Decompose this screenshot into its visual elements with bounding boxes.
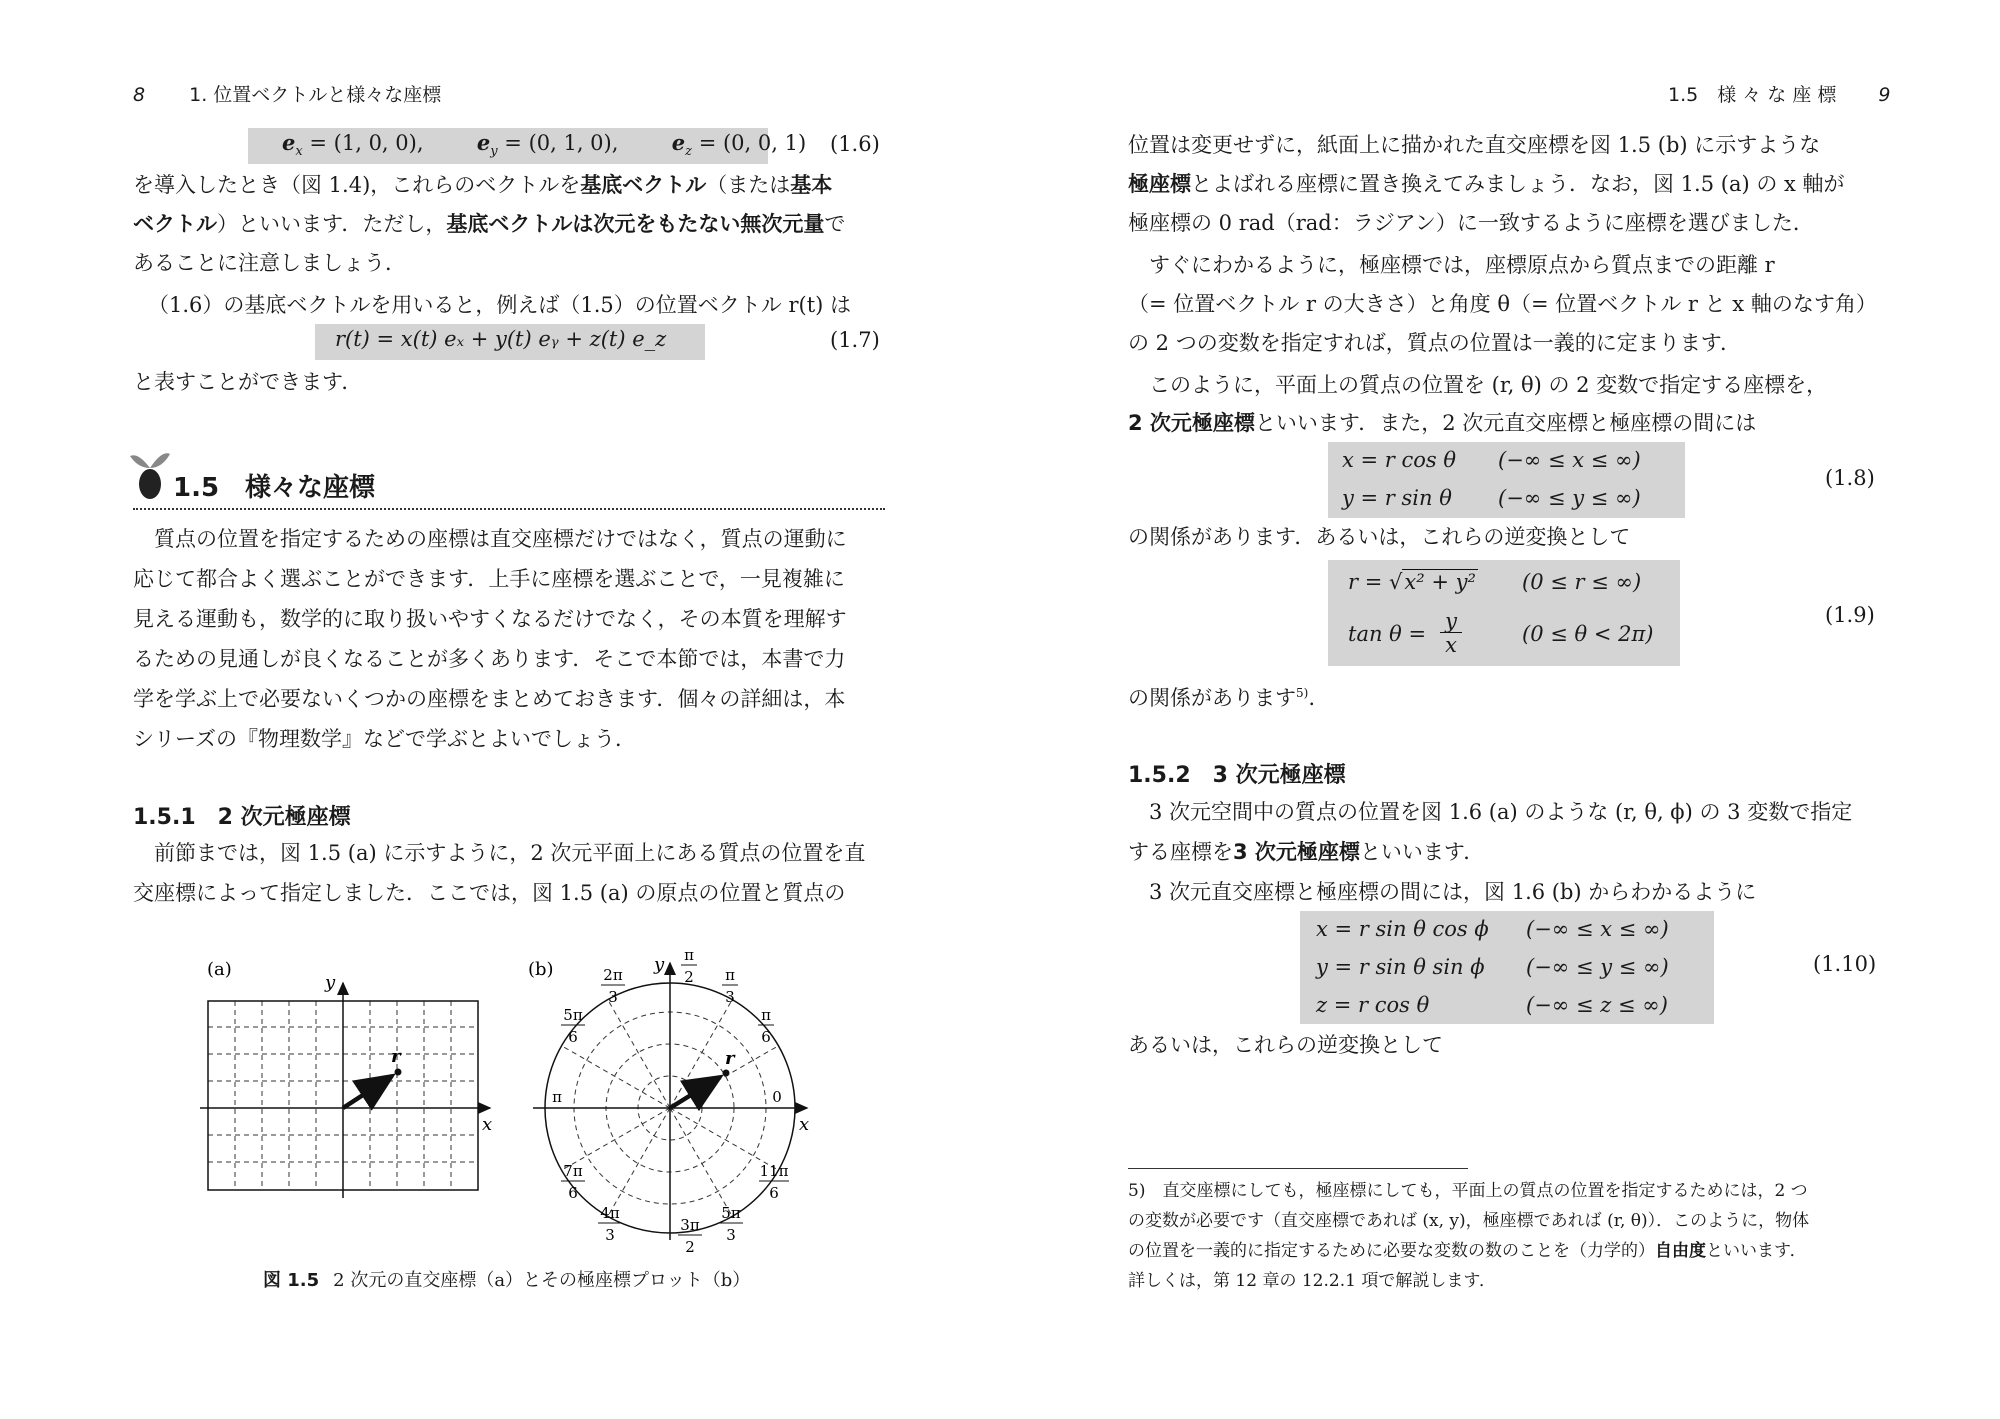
sub2-line-1: 3 次元空間中の質点の位置を図 1.6 (a) のような (r, θ, ϕ) の 3 変数で指定 <box>1128 800 1853 824</box>
right-line-2: 極座標とよばれる座標に置き換えてみましょう．なお，図 1.5 (a) の x 軸が <box>1128 172 1845 196</box>
svg-text:7π: 7π <box>563 1162 583 1180</box>
svg-text:π: π <box>552 1088 562 1106</box>
section-divider <box>133 508 885 510</box>
para1-line1: を導入したとき（図 1.4)，これらのベクトルを基底ベクトル（または基本 <box>133 173 833 197</box>
svg-text:3: 3 <box>605 1226 615 1244</box>
right-line-8: 2 次元極座標といいます．また，2 次元直交座標と極座標の間には <box>1128 411 1757 435</box>
page-number: 9 <box>1878 84 1891 106</box>
footnote-line-2: の変数が必要です（直交座標であれば (x, y)，極座標であれば (r, θ)）．このように，物体 <box>1128 1211 1810 1231</box>
svg-text:6: 6 <box>568 1184 578 1202</box>
vector-r-b <box>670 1077 720 1108</box>
svg-text:2: 2 <box>685 1238 695 1256</box>
para1-line2: ベクトル）といいます．ただし，基底ベクトルは次元をもたない無次元量で <box>133 212 846 236</box>
x-label-a: x <box>482 1114 493 1135</box>
sub2-line-3: 3 次元直交座標と極座標の間には，図 1.6 (b) からわかるように <box>1128 880 1757 904</box>
eq19-tan-frac: y x <box>1440 610 1462 657</box>
svg-text:6: 6 <box>769 1184 779 1202</box>
sub2-line-2: する座標を3 次元極座標といいます． <box>1128 840 1485 864</box>
svg-text:π: π <box>761 1006 771 1024</box>
right-line-4: すぐにわかるように，極座標では，座標原点から質点までの距離 r <box>1128 253 1775 277</box>
body-line-2: 応じて都合よく選ぶことができます．上手に座標を選ぶことで，一見複雑に <box>133 567 845 591</box>
sprout-icon <box>128 446 172 502</box>
eq16-text: $e_x = (1$, 0, 0), $e_y = (0$, 1, 0), $e_z = (0$, 0, 1) <box>282 130 807 160</box>
svg-text:3: 3 <box>608 988 618 1006</box>
svg-text:6: 6 <box>568 1028 578 1046</box>
eq19-tan-lhs: tan θ = <box>1348 622 1427 646</box>
body-line-5: 学を学ぶ上で必要ないくつかの座標をまとめておきます．個々の詳細は，本 <box>133 687 846 711</box>
r-label-a: r <box>391 1046 401 1067</box>
eq17-text: r(t) = x(t) eₓ + y(t) eᵧ + z(t) e_z <box>335 327 667 351</box>
eq110-row1-lhs: x = r sin θ cos ϕ <box>1316 917 1489 941</box>
section-title: 1.5 様々な座標 <box>173 473 376 503</box>
equation-1-7 <box>315 324 705 360</box>
eq18-row1-lhs: x = r cos θ <box>1342 448 1457 472</box>
body-line-3: 見える運動も，数学的に取り扱いやすくなるだけでなく，その本質を理解す <box>133 607 847 631</box>
eq17-number: (1.7) <box>830 328 880 352</box>
svg-text:6: 6 <box>761 1028 771 1046</box>
figure-caption-text: 2 次元の直交座標（a）とその極座標プロット（b） <box>333 1270 751 1291</box>
eq19-r-range: (0 ≤ r ≤ ∞) <box>1522 570 1642 594</box>
svg-text:0: 0 <box>772 1088 782 1106</box>
subsection-1-title: 1.5.1 2 次元極座標 <box>133 805 351 830</box>
svg-text:2: 2 <box>684 968 694 986</box>
line-after-eq110: あるいは，これらの逆変換として <box>1128 1033 1443 1057</box>
svg-text:11π: 11π <box>759 1162 789 1180</box>
right-line-3: 極座標の 0 rad（rad：ラジアン）に一致するように座標を選びました． <box>1128 211 1814 235</box>
eq110-row2-range: (−∞ ≤ y ≤ ∞) <box>1526 955 1669 979</box>
sub1-line-2: 交座標によって指定しました．ここでは，図 1.5 (a) の原点の位置と質点の <box>133 881 846 905</box>
x-label-b: x <box>799 1114 810 1135</box>
line-after-eq18: の関係があります．あるいは，これらの逆変換として <box>1128 525 1631 549</box>
running-head-right <box>1668 80 1891 107</box>
running-head-title: 1. 位置ベクトルと様々な座標 <box>189 84 442 106</box>
right-line-5: （= 位置ベクトル r の大きさ）と角度 θ（= 位置ベクトル r と x 軸のなす角） <box>1128 292 1877 316</box>
equation-1-10 <box>1300 911 1714 1024</box>
svg-text:π: π <box>725 966 735 984</box>
svg-text:3: 3 <box>725 988 735 1006</box>
footnote-mark: 5) <box>1296 686 1309 700</box>
svg-text:4π: 4π <box>600 1204 620 1222</box>
footnote-line-4: 詳しくは，第 12 章の 12.2.1 項で解説します． <box>1128 1271 1496 1291</box>
eq18-number: (1.8) <box>1825 466 1875 490</box>
footnote-line-1: 5) 直交座標にしても，極座標にしても，平面上の質点の位置を指定するためには，2 つ <box>1128 1181 1808 1201</box>
para2-line: （1.6）の基底ベクトルを用いると，例えば（1.5）の位置ベクトル r(t) は <box>148 293 852 317</box>
eq110-number: (1.10) <box>1813 952 1877 976</box>
vector-r-a <box>343 1076 392 1108</box>
eq18-row2-range: (−∞ ≤ y ≤ ∞) <box>1498 486 1641 510</box>
figure-caption <box>263 1266 750 1296</box>
figure-1-5 <box>195 940 845 1270</box>
body-line-1: 質点の位置を指定するための座標は直交座標だけではなく，質点の運動に <box>133 527 847 551</box>
svg-text:3: 3 <box>726 1226 736 1244</box>
sub1-line-1: 前節までは，図 1.5 (a) に示すように，2 次元平面上にある質点の位置を直 <box>133 841 866 865</box>
right-line-6: の 2 つの変数を指定すれば，質点の位置は一義的に定まります． <box>1128 331 1742 355</box>
eq19-number: (1.9) <box>1825 603 1875 627</box>
equation-1-8 <box>1328 442 1685 518</box>
para1-line3: あることに注意しましょう． <box>133 251 406 275</box>
equation-1-9 <box>1328 560 1680 666</box>
label-b: (b) <box>528 959 554 980</box>
y-label-b: y <box>654 954 665 975</box>
eq19-r-row: r = √x² + y² <box>1348 570 1476 594</box>
right-line-1: 位置は変更せずに，紙面上に描かれた直交座標を図 1.5 (b) に示すような <box>1128 133 1821 157</box>
line-after-eq19: の関係があります$^{5)}$. <box>1128 686 1316 710</box>
label-a: (a) <box>207 959 232 980</box>
eq110-row3-range: (−∞ ≤ z ≤ ∞) <box>1526 993 1668 1017</box>
y-label-a: y <box>325 972 336 993</box>
footnote-line-3: の位置を一義的に指定するために必要な変数の数のことを（力学的）自由度といいます． <box>1128 1241 1807 1261</box>
eq18-row2-lhs: y = r sin θ <box>1342 486 1452 510</box>
eq18-row1-range: (−∞ ≤ x ≤ ∞) <box>1498 448 1641 472</box>
subsection-2-title: 1.5.2 3 次元極座標 <box>1128 763 1346 788</box>
body-line-4: るための見通しが良くなることが多くあります．そこで本節では，本書で力 <box>133 647 846 671</box>
eq110-row3-lhs: z = r cos θ <box>1316 993 1430 1017</box>
para3-line: と表すことができます． <box>133 370 363 394</box>
equation-1-6 <box>248 128 807 164</box>
svg-text:3π: 3π <box>680 1216 700 1234</box>
figure-caption-label: 図 1.5 <box>263 1270 320 1291</box>
svg-text:5π: 5π <box>563 1006 583 1024</box>
svg-text:π: π <box>684 946 694 964</box>
eq19-tan-range: (0 ≤ θ < 2π) <box>1522 622 1654 646</box>
eq110-row2-lhs: y = r sin θ sin ϕ <box>1316 955 1485 979</box>
footnote-rule <box>1128 1168 1468 1169</box>
eq16-number: (1.6) <box>830 132 880 156</box>
eq110-row1-range: (−∞ ≤ x ≤ ∞) <box>1526 917 1669 941</box>
page-number: 8 <box>133 84 146 106</box>
running-head-title: 1.5 様 々 な 座 標 <box>1668 84 1837 106</box>
right-page <box>1000 0 2000 1419</box>
r-label-b: r <box>725 1048 735 1069</box>
body-line-6: シリーズの『物理数学』などで学ぶとよいでしょう． <box>133 727 636 751</box>
running-head-left <box>133 80 441 107</box>
svg-text:2π: 2π <box>603 966 623 984</box>
svg-text:5π: 5π <box>721 1204 741 1222</box>
right-line-7: このように，平面上の質点の位置を (r, θ) の 2 変数で指定する座標を， <box>1128 373 1828 397</box>
